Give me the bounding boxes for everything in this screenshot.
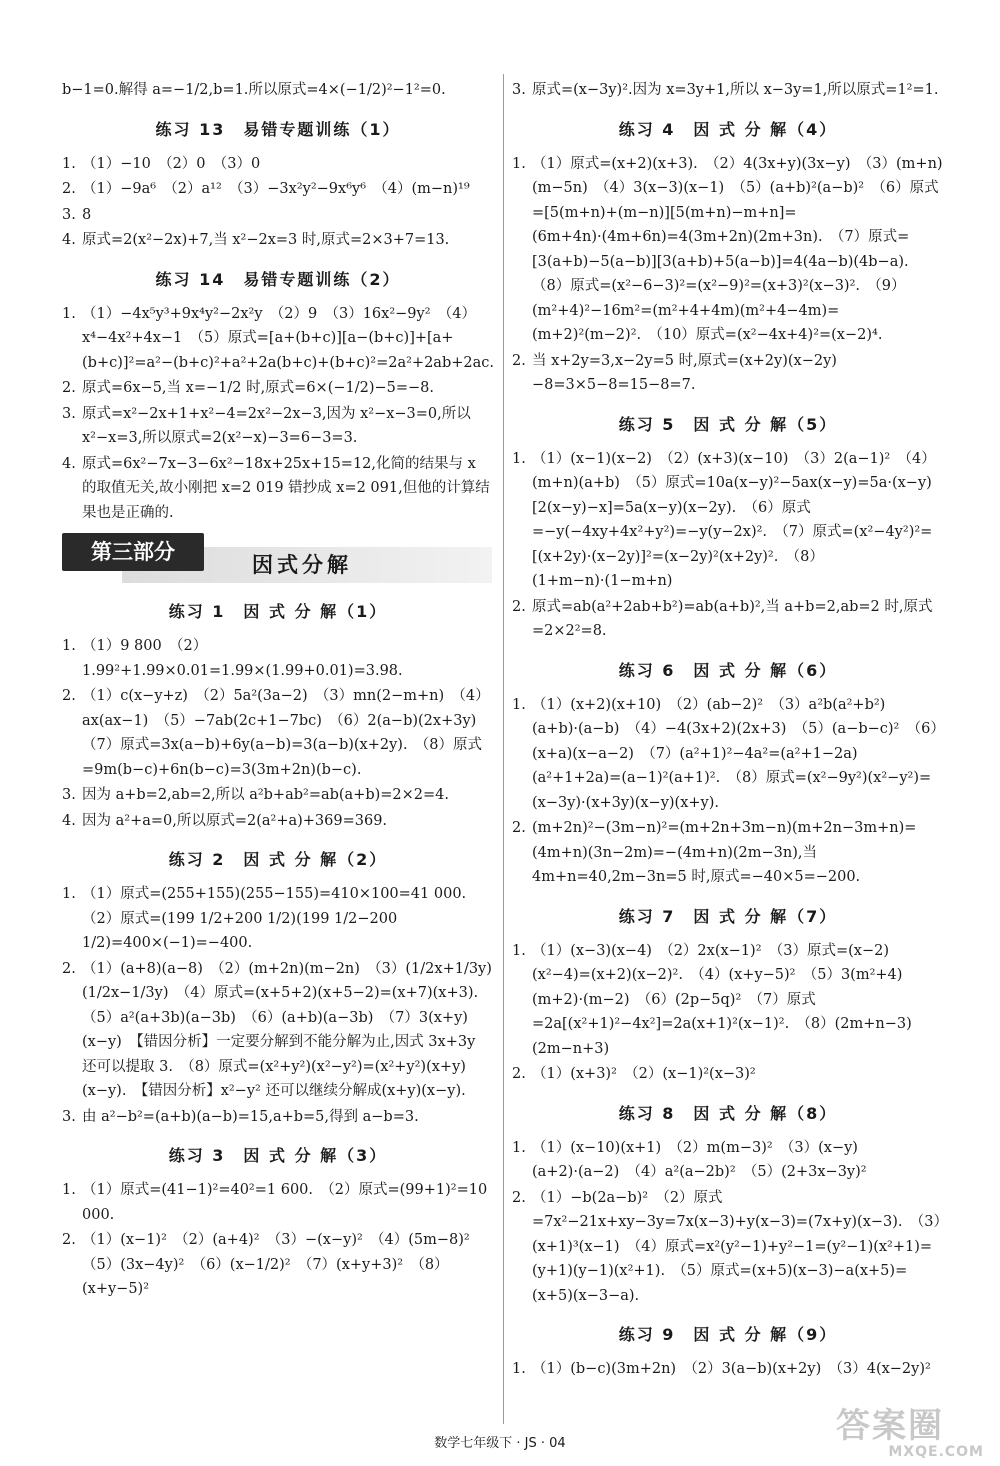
answer-item: 1. （1）(x−10)(x+1) （2）m(m−3)² （3）(x−y)(a+2)·(a−2) （4）a²(a−2b)² （5）(2+3x−3y)² <box>512 1139 867 1180</box>
answer-item: 1. （1）−4x⁵y³+9x⁴y²−2x²y （2）9 （3）16x²−9y² （4）x⁴−4x²+4x−1 （5）原式=[a+(b+c)][a−(b+c)]+[a+(b+c)]²=a²−(b+c)²+a²+2a(b+c)+(b+c)²=2a²+2ab+2ac. <box>62 305 494 371</box>
section-lianxi-4 <box>512 117 944 398</box>
section-lianxi-5 <box>512 412 944 644</box>
column-divider <box>503 74 504 1424</box>
answer-item: 3. 8 <box>62 206 92 223</box>
answer-item: 1. （1）原式=(255+155)(255−155)=410×100=41 000. （2）原式=(199 1/2+200 1/2)(199 1/2−200 1/2)=400×(−1)=−400. <box>62 886 481 951</box>
section-title: 练习 7 因 式 分 解（7） <box>618 906 838 926</box>
section-lianxi-9 <box>512 1322 944 1382</box>
answer-item: 2. （1）(x+3)² （2）(x−1)²(x−3)² <box>512 1066 756 1082</box>
answer-item: 1. （1）9 800 （2）1.99²+1.99×0.01=1.99×(1.99+0.01)=3.98. <box>62 638 403 679</box>
right-column <box>512 78 944 1383</box>
right-intro: 3. 原式=(x−3y)².因为 x=3y+1,所以 x−3y=1,所以原式=1²=1. <box>512 82 939 98</box>
section-lianxi-8 <box>512 1101 944 1309</box>
section-title: 练习 3 因 式 分 解（3） <box>168 1146 388 1165</box>
answer-item: 2. 当 x+2y=3,x−2y=5 时,原式=(x+2y)(x−2y)−8=3×5−8=15−8=7. <box>512 352 837 393</box>
part-label: 第三部分 <box>62 533 204 571</box>
answer-item: 3. 因为 a+b=2,ab=2,所以 a²b+ab²=ab(a+b)=2×2=4. <box>62 787 450 803</box>
section-lianxi-6 <box>512 658 944 890</box>
answer-item: 1. （1）−10 （2）0 （3）0 <box>62 155 261 172</box>
answer-item: 4. 原式=6x²−7x−3−6x²−18x+25x+15=12,化简的结果与 x 的取值无关,故小刚把 x=2 019 错抄成 x=2 091,但他的计算结果也是正确的. <box>62 455 490 521</box>
answer-item: 2. (m+2n)²−(3m−n)²=(m+2n+3m−n)(m+2n−3m+n)=(4m+n)(3n−2m)=−(4m+n)(2m−3n),当 4m+n=40,2m−3n=5 时,原式=−40×5=−200. <box>512 820 917 885</box>
answer-item: 2. 原式=6x−5,当 x=−1/2 时,原式=6×(−1/2)−5=−8. <box>62 380 435 396</box>
answer-item: 2. （1）c(x−y+z) （2）5a²(3a−2) （3）mn(2−m+n) （4）ax(ax−1) （5）−7ab(2c+1−7bc) （6）2(a−b)(2x+3y) （7）原式=3x(a−b)+6y(a−b)=3(a−b)(x+2y). （8）原式=9m(b−c)+6n(b−c)=3(3m+2n)(b−c). <box>62 688 491 778</box>
section-title: 练习 5 因 式 分 解（5） <box>618 414 838 434</box>
section-lianxi-14 <box>62 267 494 526</box>
answer-item: 2. （1）(x−1)² （2）(a+4)² （3）−(x−y)² （4）(5m−8)² （5）(3x−4y)² （6）(x−1/2)² （7）(x+y+3)² （8）(x+y−5)² <box>62 1232 485 1297</box>
watermark-url: MXQE.COM <box>888 1444 984 1460</box>
part-header <box>62 531 494 585</box>
answer-item: 2. （1）−9a⁶ （2）a¹² （3）−3x²y²−9x⁶y⁶ （4）(m−n)¹⁹ <box>62 181 470 197</box>
section-title: 练习 6 因 式 分 解（6） <box>618 660 838 680</box>
left-intro: b−1=0.解得 a=−1/2,b=1.所以原式=4×(−1/2)²−1²=0. <box>62 82 446 98</box>
part-title: 因式分解 <box>252 553 352 577</box>
page-footer: 数学七年级下 · JS · 04 <box>434 1436 566 1451</box>
answer-item: 1. （1）原式=(x+2)(x+3). （2）4(3x+y)(3x−y) （3）(m+n)(m−5n) （4）3(x−3)(x−1) （5）(a+b)²(a−b)² （6）原式=[5(m+n)+(m−n)][5(m+n)−m+n]=(6m+4n)·(4m+6n)=4(3m+2n)(2m+3n). （7）原式=[3(a+b)−5(a−b)][3(a+b)+5(a−b)]=4(4a−b)(4b−a). （8）原式=(x²−6−3)²=(x²−9)²=(x+3)²(x−3)². （9）(m²+4)²−16m²=(m²+4+4m)(m²+4−4m)=(m+2)²(m−2)². （10）原式=(x²−4x+4)²=(x−2)⁴. <box>512 155 943 343</box>
answer-item: 3. 由 a²−b²=(a+b)(a−b)=15,a+b=5,得到 a−b=3. <box>62 1108 419 1125</box>
section-title: 练习 2 因 式 分 解（2） <box>168 850 388 869</box>
left-column <box>62 78 494 1303</box>
section-title: 练习 4 因 式 分 解（4） <box>618 119 838 139</box>
answer-item: 3. 原式=x²−2x+1+x²−4=2x²−2x−3,因为 x²−x−3=0,所以 x²−x=3,所以原式=2(x²−x)−3=6−3=3. <box>62 405 471 446</box>
answer-item: 1. （1）(x−1)(x−2) （2）(x+3)(x−10) （3）2(a−1)² （4）(m+n)(a+b) （5）原式=10a(x−y)²−5ax(x−y)=5a·(x−y)[2(x−y)−x]=5a(x−y)(x−2y). （6）原式=−y(−4xy+4x²+y²)=−y(y−2x)². （7）原式=(x²−4y²)²=[(x+2y)·(x−2y)]²=(x−2y)²(x+2y)². （8）(1+m−n)·(1−m+n) <box>512 450 936 589</box>
section-lianxi-13 <box>62 117 494 253</box>
section-lianxi-7 <box>512 904 944 1087</box>
answer-item: 1. （1）(x−3)(x−4) （2）2x(x−1)² （3）原式=(x−2)(x²−4)=(x+2)(x−2)². （4）(x+y−5)² （5）3(m²+4)(m+2)·(m−2) （6）(2p−5q)² （7）原式=2a[(x²+1)²−4x²]=2a(x+1)²(x−1)². （8）(2m+n−3)(2m−n+3) <box>512 942 912 1057</box>
watermark-logo <box>836 1398 986 1460</box>
section-title: 练习 13 易错专题训练（1） <box>155 119 401 139</box>
answer-item: 2. （1）−b(2a−b)² （2）原式=7x²−21x+xy−3y=7x(x−3)+y(x−3)=(7x+y)(x−3). （3）(x+1)³(x−1) （4）原式=x²(y²−1)+y²−1=(y²−1)(x²+1)=(y+1)(y−1)(x²+1). （5）原式=(x+5)(x−3)−a(x+5)=(x+5)(x−3−a). <box>512 1189 941 1304</box>
answer-item: 4. 原式=2(x²−2x)+7,当 x²−2x=3 时,原式=2×3+7=13. <box>62 232 450 248</box>
section-title: 练习 9 因 式 分 解（9） <box>618 1325 838 1344</box>
section-title: 练习 1 因 式 分 解（1） <box>168 602 388 621</box>
section-title: 练习 8 因 式 分 解（8） <box>618 1103 838 1123</box>
answer-item: 2. 原式=ab(a²+2ab+b²)=ab(a+b)²,当 a+b=2,ab=2 时,原式=2×2²=8. <box>512 598 933 639</box>
section-lianxi-2 <box>62 847 494 1129</box>
answer-item: 1. （1）原式=(41−1)²=40²=1 600. （2）原式=(99+1)²=10 000. <box>62 1182 488 1223</box>
section-title: 练习 14 易错专题训练（2） <box>155 269 401 289</box>
section-lianxi-1 <box>62 599 494 833</box>
answer-item: 1. （1）(x+2)(x+10) （2）(ab−2)² （3）a²b(a²+b²)(a+b)·(a−b) （4）−4(3x+2)(2x+3) （5）(a−b−c)² （6）(x+a)(x−a−2) （7）(a²+1)²−4a²=(a²+1−2a)(a²+1+2a)=(a−1)²(a+1)². （8）原式=(x²−9y²)(x²−y²)=(x−3y)·(x+3y)(x−y)(x+y). <box>512 696 938 811</box>
answer-item: 2. （1）(a+8)(a−8) （2）(m+2n)(m−2n) （3）(1/2x+1/3y)(1/2x−1/3y) （4）原式=(x+5+2)(x+5−2)=(x+7)(x+3). （5）a²(a+3b)(a−3b) （6）(a+b)(a−3b) （7）3(x+y)(x−y) 【错因分析】一定要分解到不能分解为止,因式 3x+3y 还可以提取 3. （8）原式=(x²+y²)(x²−y²)=(x²+y²)(x+y)(x−y). 【错因分析】x²−y² 还可以继续分解成(x+y)(x−y). <box>62 960 493 1099</box>
watermark-text: 答案圈 <box>836 1406 944 1446</box>
answer-item: 4. 因为 a²+a=0,所以原式=2(a²+a)+369=369. <box>62 812 388 829</box>
answer-item: 1. （1）(b−c)(3m+2n) （2）3(a−b)(x+2y) （3）4(x−2y)² <box>512 1361 931 1377</box>
section-lianxi-3 <box>62 1143 494 1302</box>
